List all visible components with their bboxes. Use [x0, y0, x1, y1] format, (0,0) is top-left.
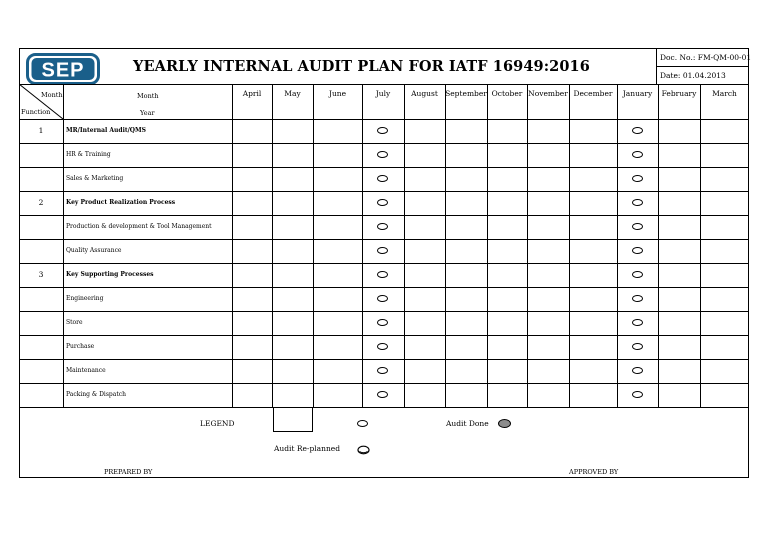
planned-audit-oval-icon[interactable] — [377, 367, 388, 374]
month-label-june: June — [328, 89, 347, 98]
function-label: Purchase — [66, 343, 95, 350]
planned-audit-oval-icon[interactable] — [632, 127, 643, 134]
audit-replanned-label: Audit Re-planned — [274, 444, 341, 453]
planned-audit-oval-icon[interactable] — [377, 199, 388, 206]
planned-oval-icon — [357, 420, 368, 427]
approved-by-label: APPROVED BY — [569, 468, 619, 476]
function-label: Packing & Dispatch — [66, 391, 126, 398]
prepared-by-label: PREPARED BY — [104, 468, 153, 476]
planned-audit-oval-icon[interactable] — [632, 175, 643, 182]
planned-audit-oval-icon[interactable] — [377, 175, 388, 182]
row-line — [19, 263, 749, 264]
month-header: Month — [137, 92, 159, 100]
row-number: 3 — [38, 270, 44, 279]
function-label: Quality Assurance — [66, 247, 122, 254]
svg-text:SEP: SEP — [41, 59, 85, 82]
row-number: 2 — [38, 198, 44, 207]
planned-audit-oval-icon[interactable] — [377, 247, 388, 254]
month-label-february: February — [661, 89, 697, 98]
page-title: YEARLY INTERNAL AUDIT PLAN FOR IATF 16949:2016 — [133, 58, 590, 75]
row-line — [19, 119, 749, 120]
row-number: 1 — [38, 126, 44, 135]
month-label-october: October — [491, 89, 523, 98]
month-label-january: January — [622, 89, 653, 98]
month-label-may: May — [284, 89, 301, 98]
row-line — [19, 167, 749, 168]
row-line — [19, 287, 749, 288]
planned-audit-oval-icon[interactable] — [632, 247, 643, 254]
planned-audit-oval-icon[interactable] — [377, 127, 388, 134]
row-line — [19, 311, 749, 312]
row-line — [19, 191, 749, 192]
function-label: Sales & Marketing — [66, 175, 124, 182]
function-label: MR/Internal Audit/QMS — [66, 127, 147, 134]
planned-audit-oval-icon[interactable] — [632, 391, 643, 398]
month-label-december: December — [573, 89, 613, 98]
corner-function-label: Function — [21, 108, 51, 116]
planned-audit-oval-icon[interactable] — [377, 223, 388, 230]
planned-audit-oval-icon[interactable] — [632, 199, 643, 206]
planned-audit-oval-icon[interactable] — [377, 151, 388, 158]
row-line — [19, 215, 749, 216]
header-divider — [656, 66, 749, 67]
audit-done-oval-icon — [498, 419, 511, 428]
planned-audit-oval-icon[interactable] — [632, 151, 643, 158]
function-label: Maintenance — [66, 367, 106, 374]
corner-month-label: Month — [41, 91, 63, 99]
row-line — [19, 383, 749, 384]
planned-audit-oval-icon[interactable] — [377, 319, 388, 326]
row-line — [19, 239, 749, 240]
row-line — [19, 143, 749, 144]
month-label-april: April — [242, 89, 262, 98]
audit-done-label: Audit Done — [446, 419, 489, 428]
function-label: Key Product Realization Process — [66, 199, 176, 206]
function-label: Engineering — [66, 295, 104, 302]
planned-audit-oval-icon[interactable] — [632, 343, 643, 350]
function-label: Key Supporting Processes — [66, 271, 154, 278]
planned-audit-oval-icon[interactable] — [632, 223, 643, 230]
row-line — [19, 359, 749, 360]
year-header: Year — [140, 109, 155, 117]
audit-replanned-oval-icon — [357, 445, 370, 455]
planned-audit-oval-icon[interactable] — [632, 367, 643, 374]
month-label-july: July — [375, 89, 391, 98]
function-label: HR & Training — [66, 151, 111, 158]
sep-logo — [26, 53, 100, 85]
planned-audit-oval-icon[interactable] — [377, 295, 388, 302]
function-label: Production & development & Tool Management — [66, 223, 212, 230]
month-label-august: August — [411, 89, 438, 98]
planned-audit-oval-icon[interactable] — [377, 343, 388, 350]
legend-box — [273, 407, 313, 432]
month-label-march: March — [712, 89, 737, 98]
planned-audit-oval-icon[interactable] — [632, 319, 643, 326]
month-label-november: November — [528, 89, 568, 98]
header-bottom-line — [19, 84, 749, 85]
legend-label: LEGEND — [200, 419, 235, 428]
doc-date: Date: 01.04.2013 — [660, 71, 726, 80]
row-line — [19, 407, 749, 408]
row-line — [19, 335, 749, 336]
doc-number: Doc. No.: FM-QM-00-01 — [660, 53, 752, 62]
planned-audit-oval-icon[interactable] — [377, 271, 388, 278]
planned-audit-oval-icon[interactable] — [632, 295, 643, 302]
function-label: Store — [66, 319, 83, 326]
month-label-september: September — [445, 89, 487, 98]
planned-audit-oval-icon[interactable] — [632, 271, 643, 278]
planned-audit-oval-icon[interactable] — [377, 391, 388, 398]
